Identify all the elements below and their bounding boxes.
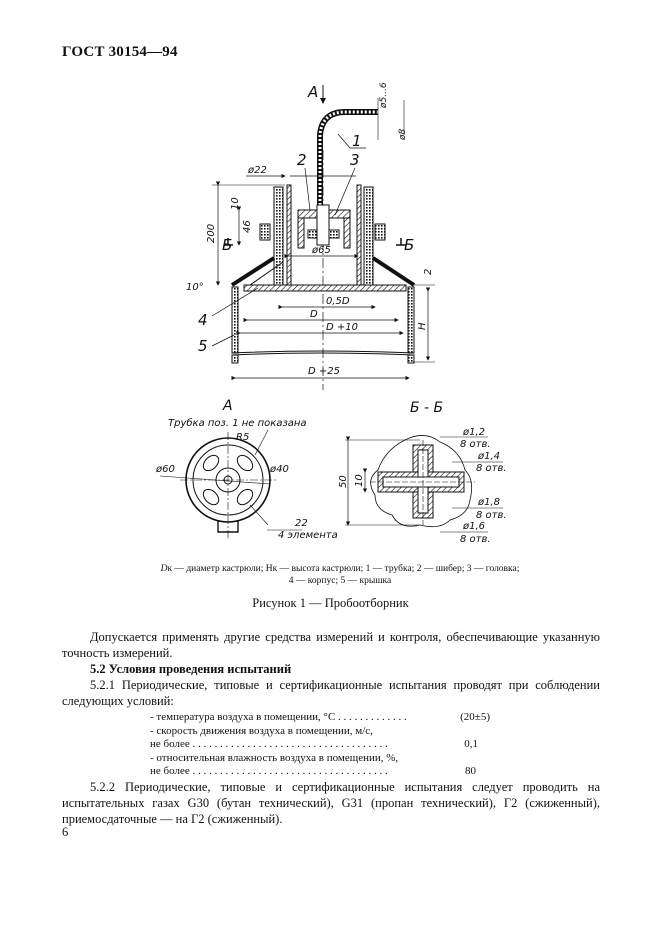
condition-value: 0,1: [464, 738, 478, 750]
dim-h46: 46: [242, 220, 253, 233]
dim-tube-outer: ø8: [398, 128, 408, 140]
callout-3: 3: [350, 151, 360, 169]
page-number: 6: [62, 825, 69, 839]
dim-count: 4 элемента: [278, 530, 338, 541]
dim-d22: ø22: [248, 165, 267, 176]
view-a-title: А: [223, 398, 233, 414]
callout-2: 2: [297, 151, 307, 169]
condition-row: [150, 711, 490, 725]
hole-3-dia: ø1,8: [478, 497, 501, 508]
dim-w22: 22: [295, 518, 308, 529]
legend-line-2: 4 — корпус; 5 — крышка: [288, 576, 392, 586]
callout-5: 5: [198, 337, 208, 355]
dim-h10: 10: [230, 197, 241, 210]
dim-angle: 10°: [186, 282, 204, 293]
hole-2-dia: ø1,4: [478, 451, 501, 462]
condition-label: не более . . . . . . . . . . . . . . . . . . . . . . . . . . . . . . . . . . . .: [150, 765, 388, 777]
dim-hk: H: [417, 322, 428, 330]
hole-3-count: 8 отв.: [476, 510, 507, 521]
view-a: [160, 430, 302, 540]
condition-row: [150, 765, 490, 779]
callout-1: 1: [352, 132, 362, 150]
paragraph-alternative-instruments: Допускается применять другие средства измерений и контроля, обеспечивающие указанную точность измерений.: [62, 630, 600, 660]
dim-h200: 200: [206, 223, 217, 243]
hole-2-count: 8 отв.: [476, 463, 507, 474]
figure-legend: [90, 563, 590, 587]
section-mark-left: Б: [222, 236, 233, 254]
condition-value: (20±5): [460, 711, 490, 723]
hole-1-count: 8 отв.: [460, 439, 491, 450]
callout-4: 4: [198, 311, 208, 329]
condition-label: - относительная влажность воздуха в помещении, %,: [150, 751, 399, 764]
dim-gap2: 2: [423, 268, 434, 275]
legend-symbol-d: D: [160, 564, 168, 574]
dim-d40: ø40: [270, 464, 289, 475]
section-bb-title: Б - Б: [410, 400, 444, 416]
section-mark-right: Б: [404, 236, 415, 254]
condition-label: - температура воздуха в помещении, °С . . . . . . . . . . . . .: [150, 711, 407, 723]
dim-dk-plus10: D +10: [326, 322, 358, 333]
dim-d60: ø60: [156, 464, 175, 475]
hole-4-count: 8 отв.: [460, 534, 491, 545]
condition-value: 80: [465, 765, 476, 777]
hole-4-dia: ø1,6: [463, 521, 486, 532]
paragraph-5-2-1: 5.2.1 Периодические, типовые и сертификационные испытания проводят при соблюдении следующих условий:: [62, 678, 600, 708]
condition-row: [150, 738, 490, 752]
dim-tube-inner: ø5...6: [379, 82, 389, 108]
view-a-subtitle: Трубка поз. 1 не показана: [168, 418, 307, 429]
condition-label: не более . . . . . . . . . . . . . . . . . . . . . . . . . . . . . . . . . . . .: [150, 738, 388, 750]
dim-half-dk: 0,5D: [326, 296, 350, 307]
paragraph-5-2-2: 5.2.2 Периодические, типовые и сертификационные испытания следует проводить на испытательных газах G30 (бутан технический), G31 (пропан технический), Г2 (сжиженный), приемосдаточные — на Г2 (сжиженный).: [62, 780, 600, 826]
condition-row: [150, 752, 490, 766]
dim-h10-bb: 10: [354, 474, 365, 487]
dim-h50: 50: [338, 475, 349, 488]
dim-d65: ø65: [312, 245, 331, 256]
document-header: ГОСТ 30154—94: [62, 44, 178, 60]
dim-dk: D: [310, 309, 318, 320]
view-arrow-label: А: [308, 83, 319, 101]
test-conditions-list: [150, 711, 490, 779]
figure-caption: Рисунок 1 — Пробоотборник: [252, 596, 409, 610]
legend-line-1: к — диаметр кастрюли; Hк — высота кастрюли; 1 — трубка; 2 — шибер; 3 — головка;: [167, 564, 520, 574]
condition-row: [150, 725, 490, 739]
condition-label: - скорость движения воздуха в помещении, м/с,: [150, 724, 373, 737]
dim-r5: R5: [236, 432, 250, 443]
dim-dk-plus25: D +25: [308, 366, 340, 377]
hole-1-dia: ø1,2: [463, 427, 486, 438]
section-title-5-2: 5.2 Условия проведения испытаний: [90, 662, 292, 676]
